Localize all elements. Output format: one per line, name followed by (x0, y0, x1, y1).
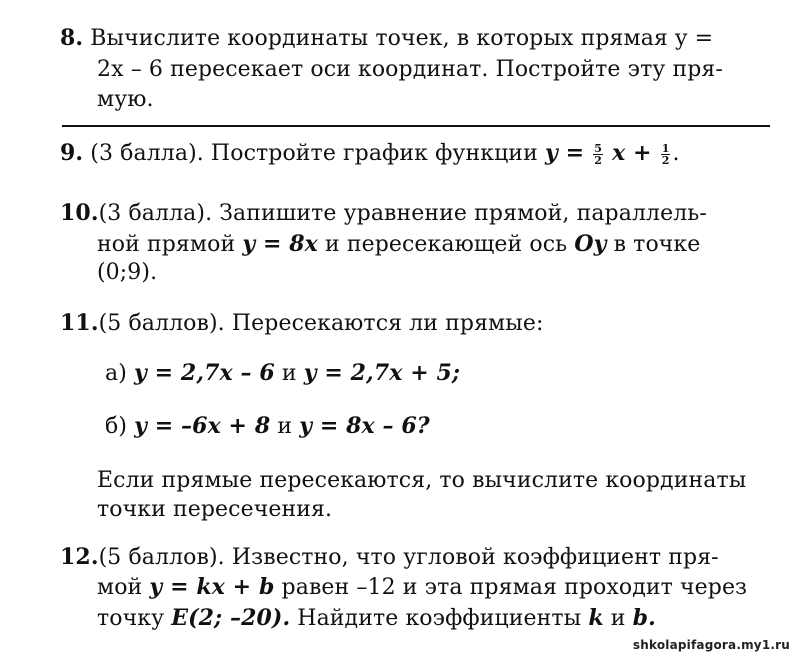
problem-10-equation: y = 8x (242, 231, 318, 257)
problem-9-line (60, 139, 680, 168)
problem-8-text-2: 2x – 6 пересекает оси координат. Постройте эту пря- (97, 57, 723, 82)
problem-9-mid: x + (612, 140, 652, 166)
problem-10-line-3 (97, 259, 157, 287)
problem-12-k: k (588, 605, 604, 631)
fraction-five-halves (593, 143, 603, 166)
problem-8-line-2 (97, 56, 723, 84)
problem-12-b: b. (632, 605, 656, 631)
problem-9-lhs: y = (544, 140, 585, 166)
problem-8-number: 8. (60, 25, 84, 51)
problem-11-text-1: (5 баллов). Пересекаются ли прямые: (98, 311, 544, 336)
problem-12-text-3b: Найдите коэффициенты (297, 606, 582, 631)
problem-11-line-5 (97, 496, 332, 524)
problem-10-point: (0;9). (97, 260, 158, 285)
part-b-and: и (277, 414, 293, 439)
problem-12-and: и (610, 606, 626, 631)
problem-12-text-2a: мой (97, 575, 143, 600)
part-b-equation-1: y = –6x + 8 (134, 413, 271, 439)
problem-12-line-2 (97, 573, 747, 602)
problem-10-line-1 (60, 199, 707, 228)
part-a-equation-1: y = 2,7x – 6 (134, 360, 275, 386)
problem-10-text-2c: в точке (613, 232, 701, 257)
problem-8-line-1 (60, 24, 713, 53)
problem-12-line-3 (97, 604, 656, 633)
problem-8-text-3: мую. (97, 87, 154, 112)
problem-12-line-1 (60, 543, 719, 572)
part-b-equation-2: y = 8x – 6? (299, 413, 430, 439)
fraction-one-half (661, 143, 671, 166)
fraction-1-denominator: 2 (594, 153, 602, 167)
fraction-2-denominator: 2 (661, 153, 670, 167)
problem-12-text-3a: точку (97, 606, 165, 631)
problem-10-text-2a: ной прямой (97, 232, 236, 257)
problem-11-text-4: Если прямые пересекаются, то вычислите координаты (97, 468, 747, 493)
problem-11-line-4 (97, 467, 746, 495)
problem-9-text: (3 балла). Постройте график функции (90, 141, 538, 166)
problem-12-equation: y = kx + b (149, 574, 275, 600)
fraction-2-numerator: 1 (661, 141, 670, 155)
problem-11-part-b (105, 412, 430, 441)
problem-10-line-2 (97, 230, 700, 259)
part-a-label: а) (105, 361, 127, 386)
problem-10-text-2b: и пересекающей ось (324, 232, 568, 257)
problem-10-axis: Oy (574, 231, 607, 257)
problem-10-number: 10. (60, 200, 99, 226)
part-a-equation-2: y = 2,7x + 5; (303, 360, 461, 386)
problem-11-part-a (105, 359, 460, 388)
problem-12-text-2b: равен –12 и эта прямая проходит через (281, 575, 748, 600)
section-divider (62, 125, 770, 127)
part-a-and: и (281, 361, 297, 386)
problem-8-line-3 (97, 86, 154, 114)
problem-11-text-5: точки пересечения. (97, 497, 333, 522)
problem-8-text-1: Вычислите координаты точек, в которых прямая y = (90, 26, 714, 51)
problem-9-number: 9. (60, 140, 84, 166)
fraction-1-numerator: 5 (594, 141, 602, 155)
site-watermark: shkolapifagora.my1.ru (632, 638, 790, 652)
part-b-label: б) (105, 414, 128, 439)
problem-12-text-1: (5 баллов). Известно, что угловой коэффициент пря- (98, 545, 719, 570)
problem-11-line-1 (60, 309, 544, 338)
problem-11-number: 11. (60, 310, 99, 336)
problem-9-end: . (672, 141, 680, 166)
problem-10-text-1: (3 балла). Запишите уравнение прямой, параллель- (98, 201, 707, 226)
problem-12-point: E(2; –20). (171, 605, 291, 631)
problem-12-number: 12. (60, 544, 99, 570)
